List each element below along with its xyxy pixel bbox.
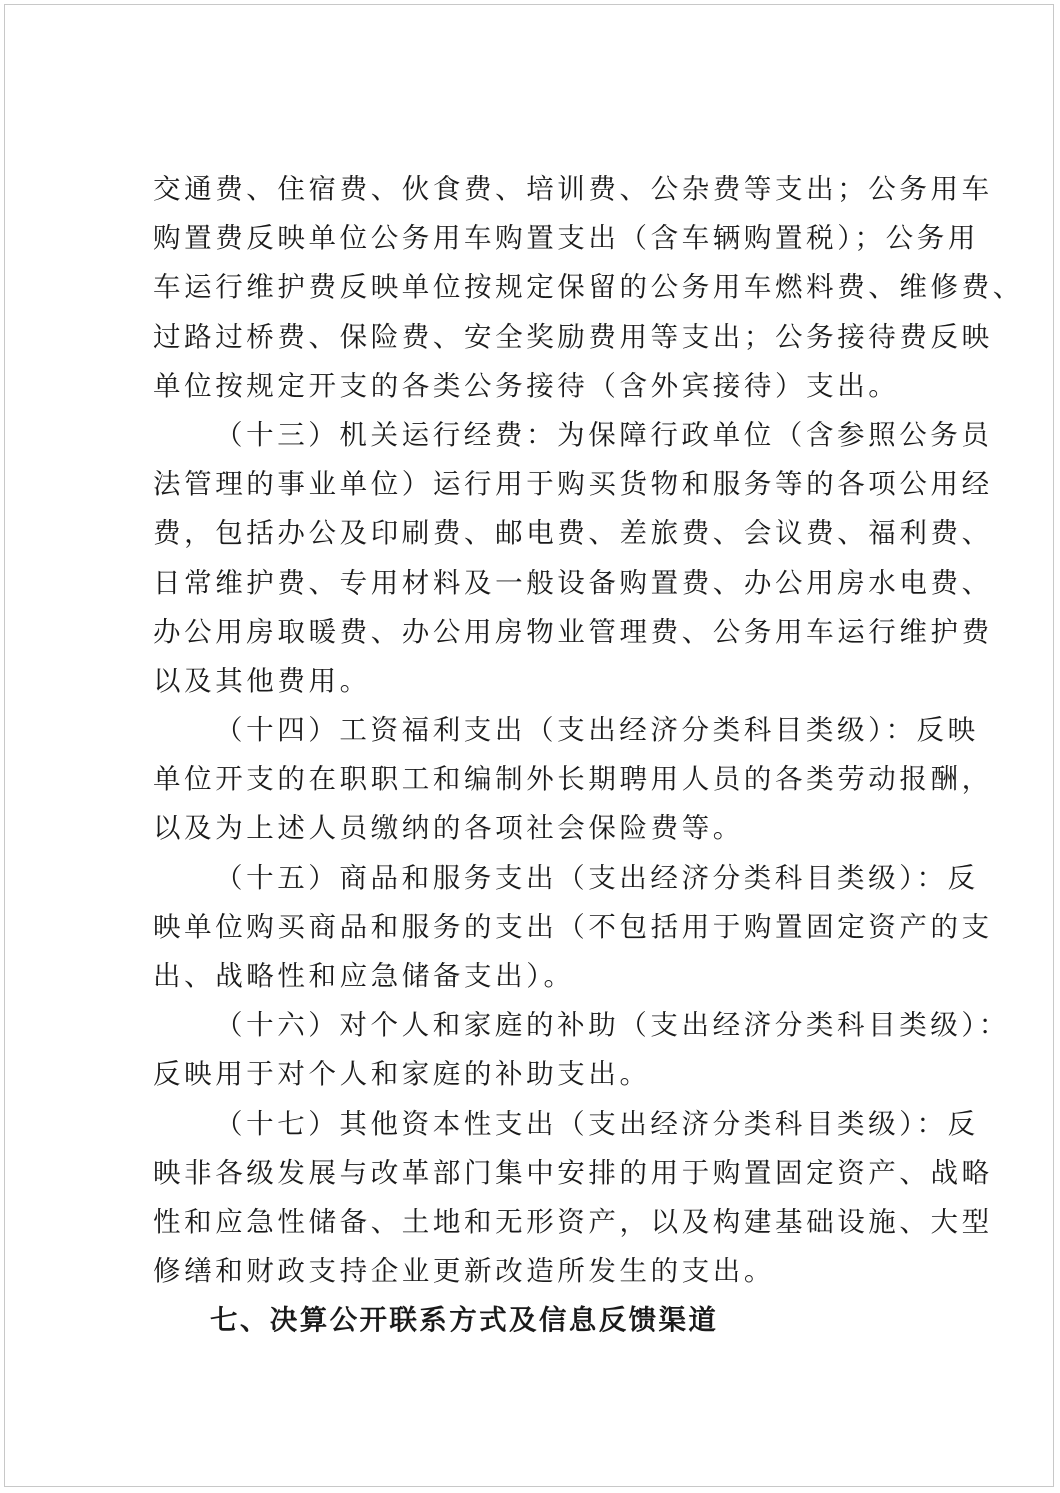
text-line: 以及为上述人员缴纳的各项社会保险费等。	[153, 812, 744, 845]
text-line: 法管理的事业单位）运行用于购买货物和服务等的各项公用经	[153, 468, 993, 501]
section-heading: 七、决算公开联系方式及信息反馈渠道	[210, 1304, 719, 1337]
text-line: 出、战略性和应急储备支出）。	[153, 960, 575, 992]
text-line: 日常维护费、专用材料及一般设备购置费、办公用房水电费、	[153, 566, 993, 599]
paragraph-15-start: （十五）商品和服务支出（支出经济分类科目类级）：反	[215, 861, 979, 894]
text-line: 性和应急性储备、土地和无形资产，以及构建基础设施、大型	[153, 1205, 993, 1238]
text-line: 车运行维护费反映单位按规定保留的公务用车燃料费、维修费、	[153, 271, 1024, 304]
document-body	[153, 165, 1024, 1346]
text-line: 单位按规定开支的各类公务接待（含外宾接待）支出。	[153, 369, 900, 402]
page	[4, 4, 1054, 1487]
text-line: 费，包括办公及印刷费、邮电费、差旅费、会议费、福利费、	[153, 517, 993, 550]
text-line: 单位开支的在职职工和编制外长期聘用人员的各类劳动报酬，	[153, 763, 993, 796]
text-line: 反映用于对个人和家庭的补助支出。	[153, 1058, 651, 1091]
text-line: 映非各级发展与改革部门集中安排的用于购置固定资产、战略	[153, 1156, 993, 1189]
text-line: 修缮和财政支持企业更新改造所发生的支出。	[153, 1255, 775, 1288]
text-line: 购置费反映单位公务用车购置支出（含车辆购置税）；公务用	[153, 222, 979, 255]
text-line: 办公用房取暖费、办公用房物业管理费、公务用车运行维护费	[153, 615, 993, 648]
paragraph-16-start: （十六）对个人和家庭的补助（支出经济分类科目类级）：	[215, 1009, 1010, 1042]
text-line: 交通费、住宿费、伙食费、培训费、公杂费等支出；公务用车	[153, 173, 993, 205]
paragraph-13-start: （十三）机关运行经费：为保障行政单位（含参照公务员	[215, 418, 993, 451]
text-line: 过路过桥费、保险费、安全奖励费用等支出；公务接待费反映	[153, 320, 993, 353]
text-line: 以及其他费用。	[153, 664, 371, 697]
text-line: 映单位购买商品和服务的支出（不包括用于购置固定资产的支	[153, 910, 993, 943]
paragraph-17-start: （十七）其他资本性支出（支出经济分类科目类级）：反	[215, 1107, 979, 1140]
paragraph-14-start: （十四）工资福利支出（支出经济分类科目类级）：反映	[215, 714, 979, 747]
